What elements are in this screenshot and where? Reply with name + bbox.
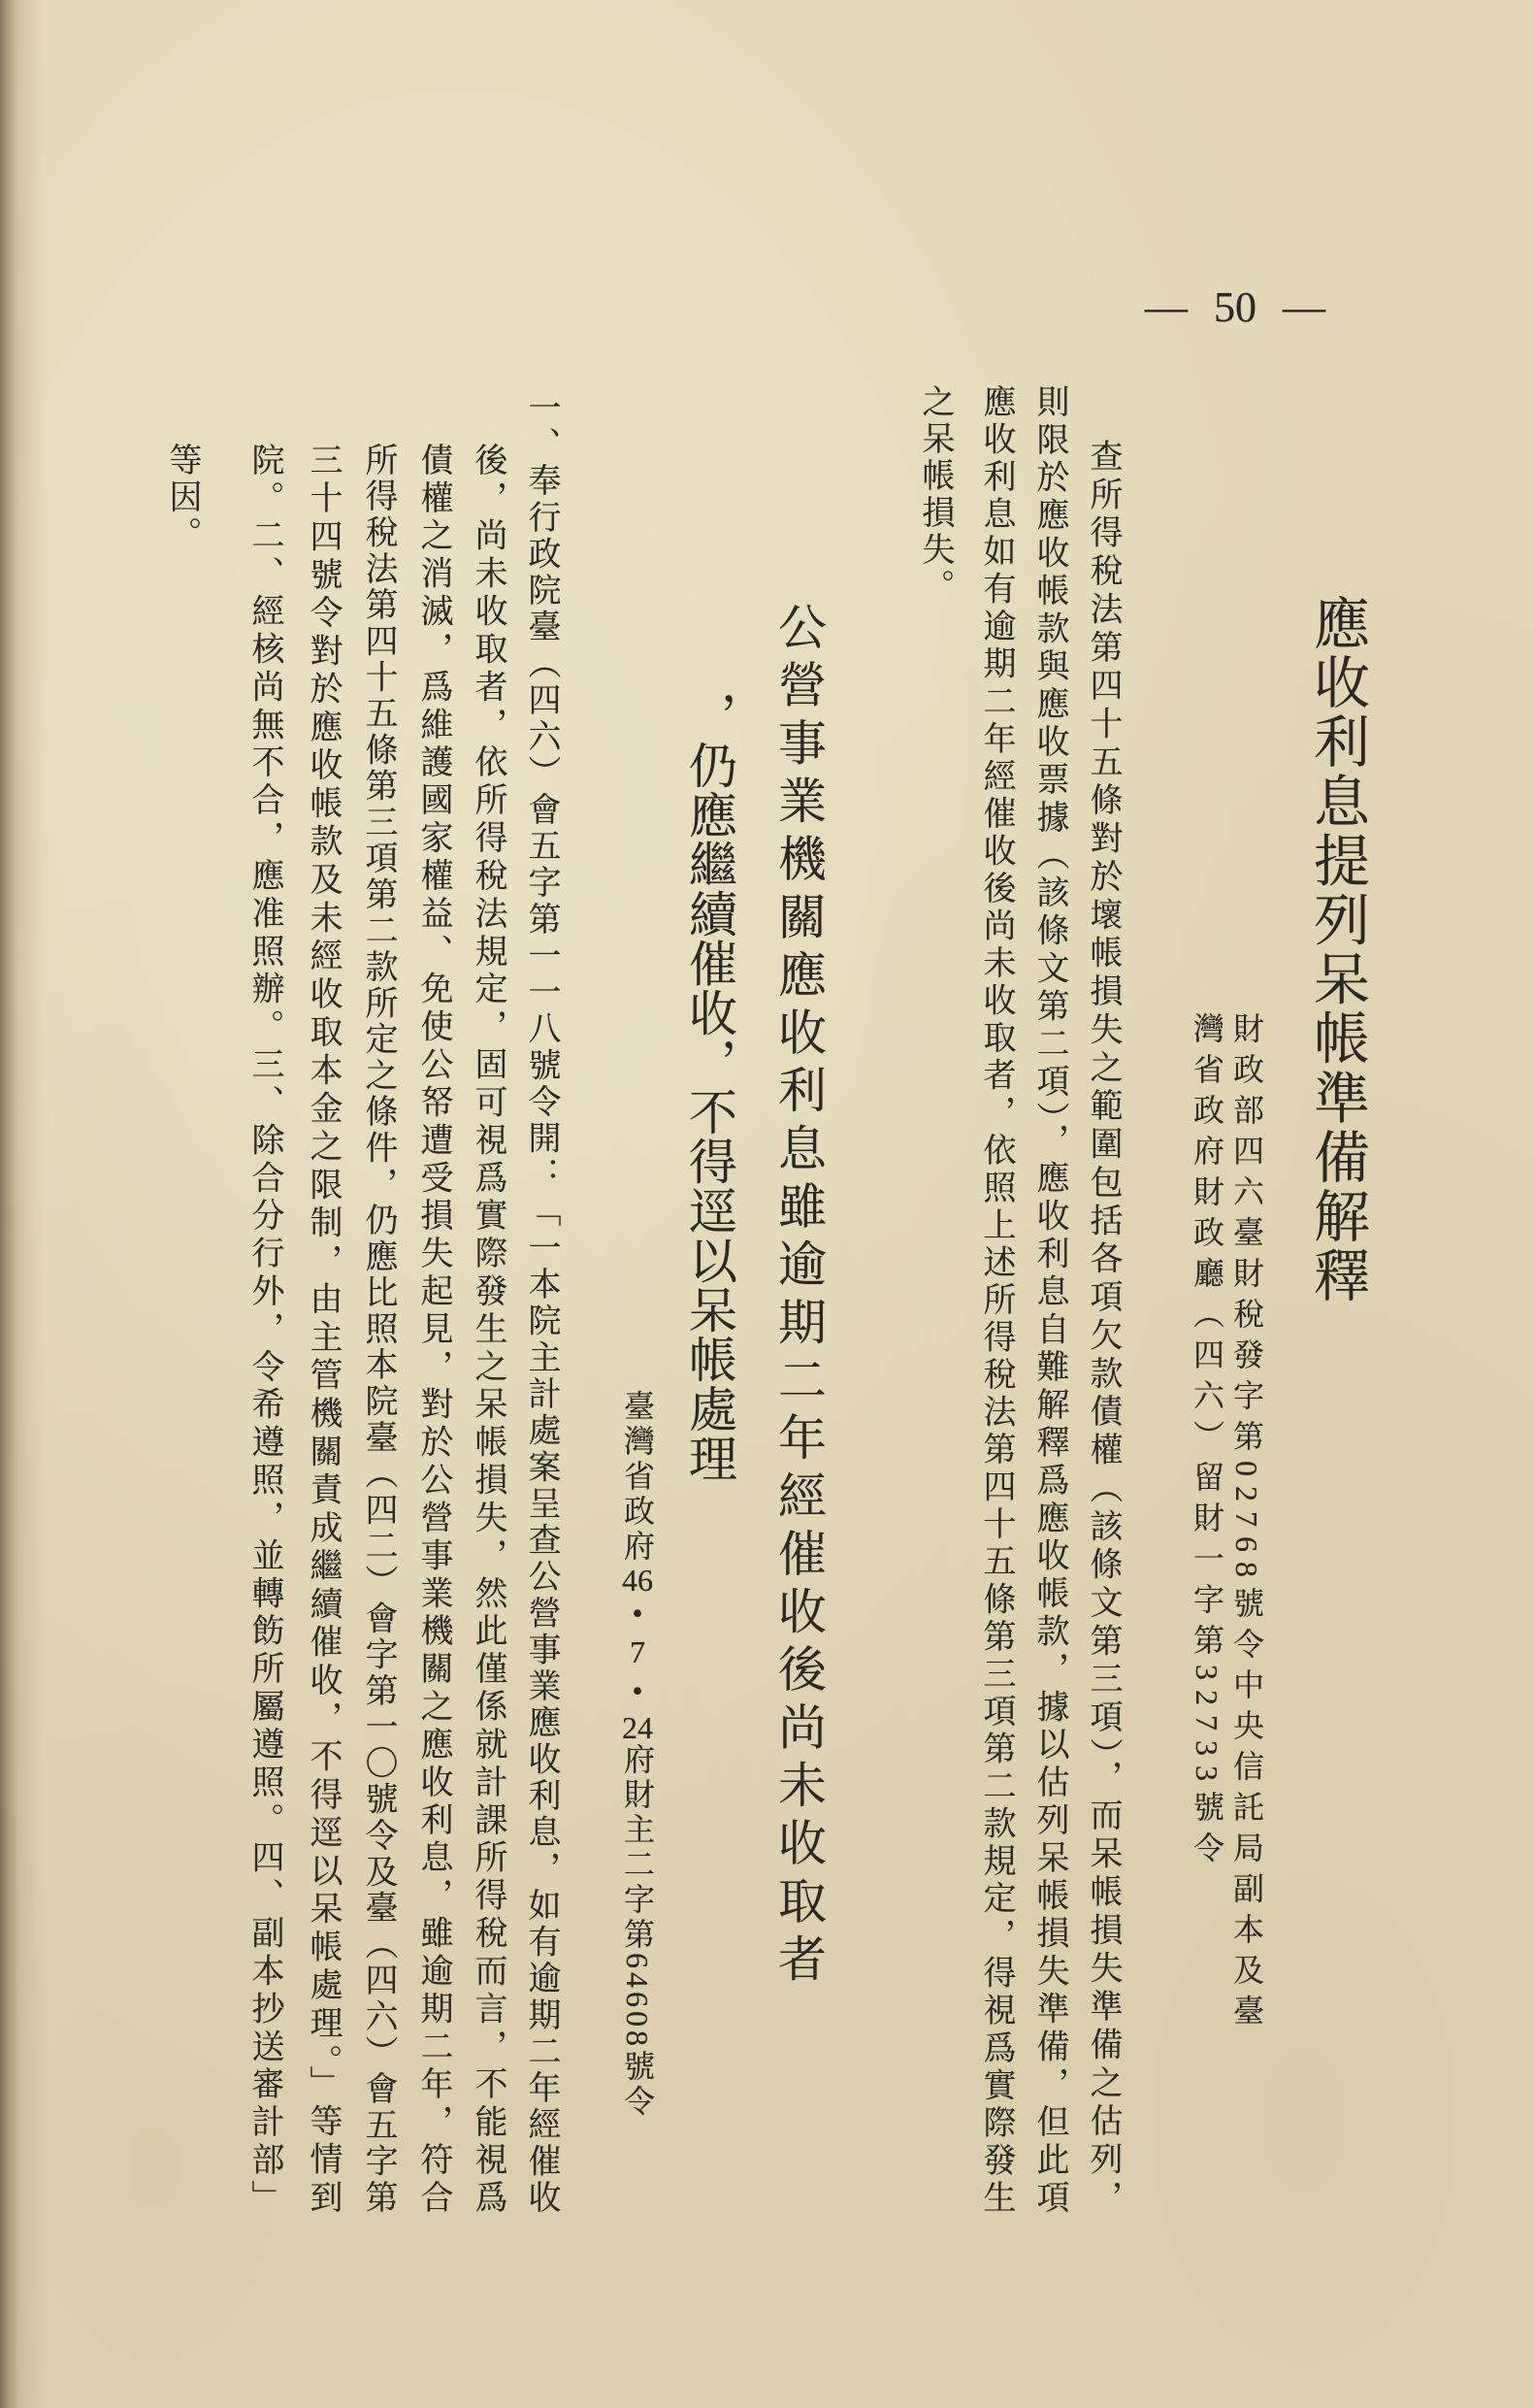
section1-body-column: 查所得稅法第四十五條對於壞帳損失之範圍包括各項欠款債權（該條文第三項），而呆帳損失準備之估列， [1085,439,1121,2213]
page-number-value: 50 [1214,282,1257,331]
section2-body-column: 院。二、經核尚無不合，應准照辦。三、除合分行外，令希遵照，並轉飭所屬遵照。四、副本抄送審計部」 [246,443,282,2213]
section2-body-column: 所得稅法第四十五條第三項第二款所定之條件，仍應比照本院臺（四二）會字第一〇號令及臺（四六）會五字第 [360,443,396,2213]
page-number-dash-right: — [1283,282,1325,331]
section1-source-line-1 [1226,1012,1267,2035]
date-year: 46 [622,1565,653,1596]
document-number: 02768 [1229,1461,1264,1587]
source-text: 號令 [620,2050,655,2120]
date-separator: • [620,1596,655,1634]
source-text: 灣省政府財政廳（四六）留財一字第 [1190,1012,1224,1665]
section2-body-column: 三十四號令對於應收帳款及未經收取本金之限制，由主管機關責成繼續催收，不得逕以呆帳處理。」等情到 [305,443,341,2213]
page-number [1145,278,1325,336]
section1-title: 應收利息提列呆帳準備解釋 [1305,594,1368,1303]
section1-source-line-2 [1187,1012,1227,1872]
source-text: 號令中央信託局副本及臺 [1229,1587,1264,2035]
section1-body-column: 應收利息如有逾期二年經催收後尚未收取者，依照上述所得稅法第四十五條第三項第二款規定，得視爲實際發生 [978,384,1014,2213]
section1-body-column: 之呆帳損失。 [917,384,953,606]
date-day: 24 [622,1712,653,1743]
source-issuer: 臺灣省政府 [620,1390,655,1565]
section2-title-line-1: 公營事業機關應收利息雖逾期二年經催收後尚未收取者 [771,602,826,1982]
section2-body-column: 一、奉行政院臺（四六）會五字第一一八號令開：「一本院主計處案呈查公營事業應收利息，如有逾期二年經催收 [523,390,559,2213]
source-text: 財政部四六臺財稅發字第 [1229,1012,1264,1461]
source-text: 號令 [1190,1791,1224,1872]
date-month: 7 [620,1634,655,1673]
section2-title-line-2: ，仍應繼續催收，不得逕以呆帳處理 [682,691,736,1482]
document-number: 32733 [1190,1665,1224,1791]
section1-body-column: 則限於應收帳款與應收票據（該條文第二項），應收利息自難解釋爲應收帳款，據以估列呆帳損失準備，但此項 [1031,384,1067,2213]
document-number: 64608 [620,1953,655,2050]
section2-body-column: 後，尚未收取者，依所得稅法規定，固可視爲實際發生之呆帳損失，然此僅係就計課所得稅而言，不能視爲 [470,443,506,2213]
section2-source [617,1390,658,2120]
section2-body-column: 等因。 [164,443,200,553]
source-text: 府財主二字第 [620,1743,655,1953]
date-separator: • [620,1673,655,1712]
page-number-dash-left: — [1145,282,1188,331]
section2-body-column: 債權之消滅，爲維護國家權益、免使公帑遭受損失起見，對於公營事業機關之應收利息，雖逾期二年，符合 [415,443,451,2213]
